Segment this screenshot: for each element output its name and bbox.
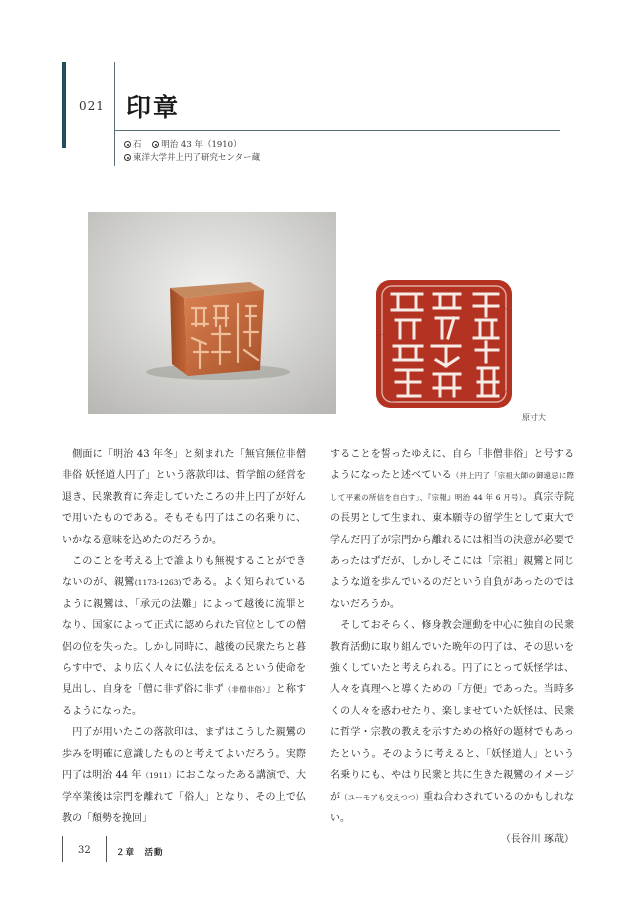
paragraph: 側面に「明治 43 年冬」と刻まれた「無官無位非僧非俗 妖怪道人円了」という落款印は、哲学館の経営を退き、民衆教育に奔走していたころの井上円了が好んで用いたものである。そもそも円了はこの名乗りに、いかなる意味を込めたのだろうか。 xyxy=(62,449,306,546)
actual-size-note: 原寸大 xyxy=(522,413,546,422)
date: 明治 43 年（1910） xyxy=(152,140,241,150)
seal-stone-photo xyxy=(88,212,336,414)
body-column-left xyxy=(62,444,306,829)
bullet-icon xyxy=(124,154,131,161)
page-number: 32 xyxy=(78,845,91,856)
collection: 東洋大学井上円了研究センター蔵 xyxy=(124,153,260,163)
bullet-icon xyxy=(152,141,159,148)
chapter-label: ２章 活動 xyxy=(116,848,164,858)
meta-row-1 xyxy=(124,139,268,152)
footer-rule-left xyxy=(62,836,63,862)
paragraph: そしておそらく、修身教会運動を中心に独自の民衆教育活動に取り組んでいた晩年の円了は、その思いを強くしていたと考えられる。円了にとって妖怪学は、人々を真理へと導くための「方便」であった。当時多くの人々を惑わせたり、楽しませていた妖怪は、民衆に哲学・宗教の教えを示すための格好の題材でもあったという。そのように考えると、「妖怪道人」という名乗りにも、やはり民衆と共に生きた親鸞のイメージが（ユーモアも交えつつ）重ね合わされているのかもしれない。 xyxy=(330,620,575,824)
author-credit: （長谷川 琢哉） xyxy=(500,834,574,846)
header-horizontal-rule xyxy=(114,130,560,131)
page-title: 印章 xyxy=(126,93,181,122)
accent-bar xyxy=(62,62,66,148)
paragraph: することを誓ったゆえに、自ら「非僧非俗」と号するようになったと述べている（井上円了「宗祖大師の御遠忌に際して平素の所信を自白す」、『宗報』明治 44 年 6 月号）。真宗寺院の長男として生まれ、東本願寺の留学生として東大で学んだ円了が宗門から離れるには相当の決意が必要であったはずだが、しかしそこには「宗祖」親鸞と同じような道を歩んでいるのだという自負があったのではないだろうか。 xyxy=(330,449,575,610)
body-column-right xyxy=(330,444,574,851)
material: 石 xyxy=(124,140,142,150)
entry-metadata xyxy=(124,139,268,165)
paragraph: このことを考える上で誰よりも無視することができないのが、親鸞(1173-1263)である。よく知られているように親鸞は、「承元の法難」によって越後に流罪となり、国家によって正式に認められた官位としての僧侶の位を失った。しかし同時に、越後の民衆たちと暮らす中で、より広く人々に仏法を伝えるという使命を見出し、自身を「僧に非ず俗に非ず（非僧非俗）」と称するようになった。 xyxy=(62,556,307,717)
header-vertical-rule xyxy=(114,62,115,166)
entry-number: 021 xyxy=(79,99,105,113)
meta-row-2 xyxy=(124,152,268,165)
paragraph: 円了が用いたこの落款印は、まずはこうした親鸞の歩みを明確に意識したものと考えてよいだろう。実際円了は明治 44 年（1911）におこなったある講演で、大学卒業後は宗門を離れて「俗人」となり、その上で仏教の「頽勢を挽回」 xyxy=(62,727,307,824)
seal-impression xyxy=(370,276,518,414)
bullet-icon xyxy=(124,141,131,148)
footer-rule xyxy=(106,836,107,862)
